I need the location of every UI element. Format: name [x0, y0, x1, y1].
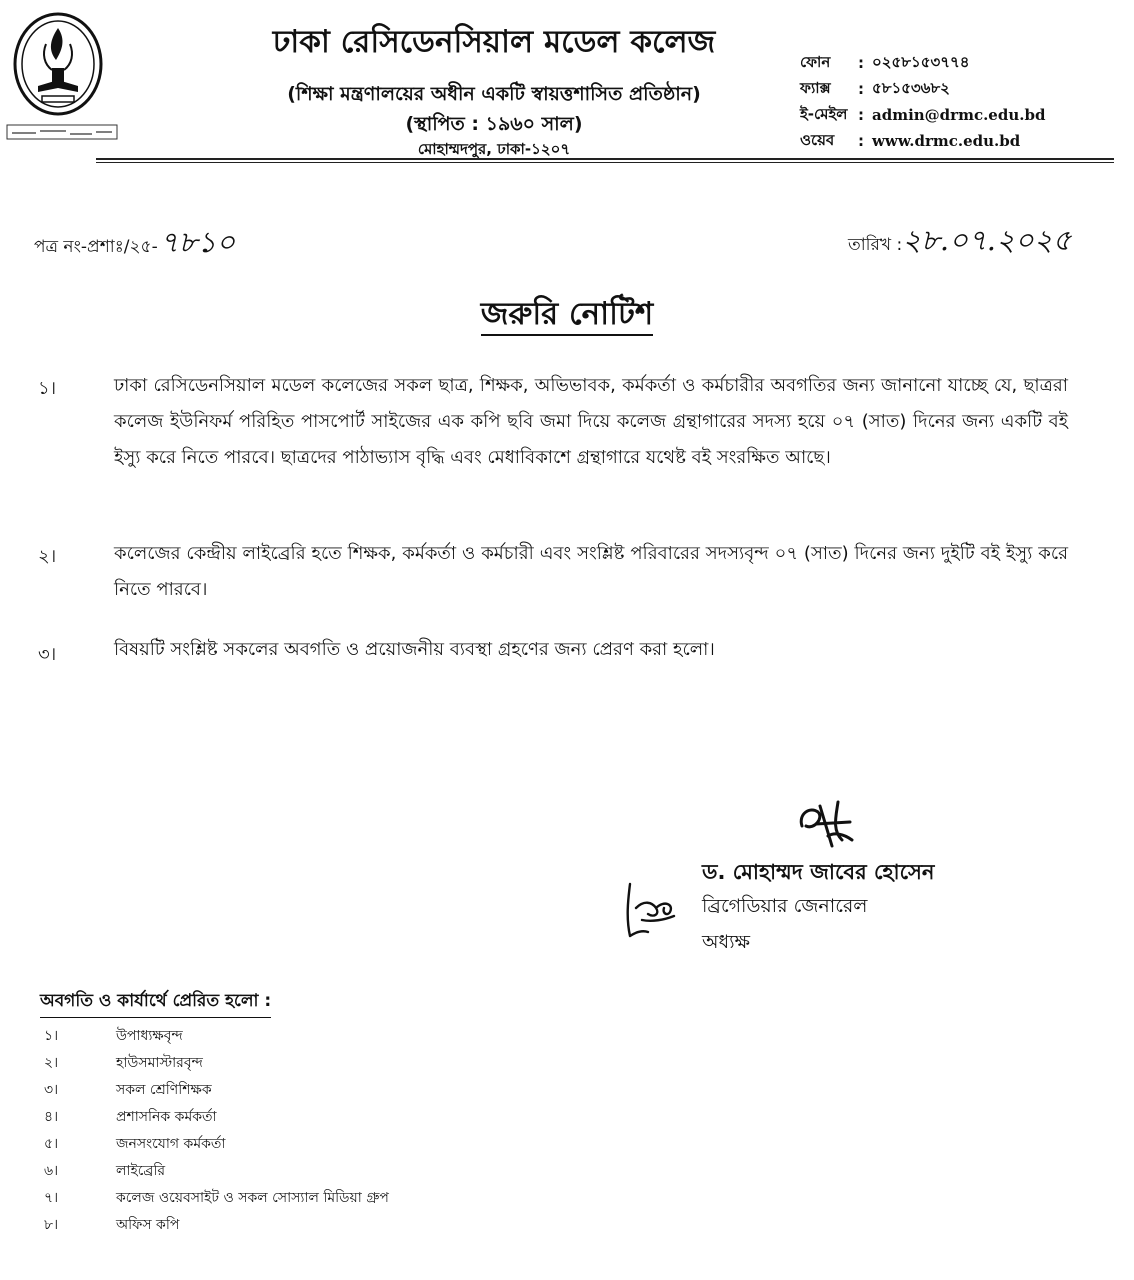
point-number: ৩।: [38, 644, 57, 665]
contact-label: ওয়েব: [800, 130, 835, 149]
contact-phone: ফোন : ০২৫৮১৫৩৭৭৪: [800, 50, 1130, 76]
list-item: [44, 1022, 644, 1049]
college-logo: [12, 10, 104, 122]
point-number: ২।: [38, 546, 57, 567]
initial-signature: [618, 878, 692, 942]
list-item: [44, 1130, 644, 1157]
contact-value: admin@drmc.edu.bd: [872, 106, 1046, 124]
item-number: ১।: [44, 1027, 59, 1044]
item-text: হাউসমাস্টারবৃন্দ: [116, 1054, 203, 1071]
item-number: ২।: [44, 1054, 59, 1071]
notice-heading: [0, 290, 1134, 342]
item-number: ৬।: [44, 1162, 59, 1179]
established-year: (স্থাপিত : ১৯৬০ সাল): [405, 113, 583, 135]
item-number: ৪।: [44, 1108, 59, 1125]
item-number: ৮।: [44, 1216, 59, 1233]
contact-value: ৫৮১৫৩৬৮২: [872, 78, 950, 97]
memo-prefix: পত্র নং-প্রশাঃ/২৫-: [34, 237, 158, 257]
signatory-designation: অধ্যক্ষ: [702, 931, 751, 953]
item-number: ৫।: [44, 1135, 59, 1152]
college-subtitle: (শিক্ষা মন্ত্রণালয়ের অধীন একটি স্বায়ত্তশাসিত প্রতিষ্ঠান): [287, 83, 701, 105]
list-item: [44, 1103, 644, 1130]
point-text: ঢাকা রেসিডেনসিয়াল মডেল কলেজের সকল ছাত্র, শিক্ষক, অভিভাবক, কর্মকর্তা ও কর্মচারীর অবগতির জন্য জানানো যাচ্ছে যে, ছাত্ররা কলেজ ইউনিফর্ম পরিহিত পাসপোর্ট সাইজের এক কপি ছবি জমা দিয়ে কলেজ গ্রন্থাগারের সদস্য হয়ে ০৭ (সাত) দিনের জন্য একটি বই ইস্যু করে নিতে পারবে। ছাত্রদের পাঠাভ্যাস বৃদ্ধি এবং মেধাবিকাশে গ্রন্থাগারে যথেষ্ট বই সংরক্ষিত আছে।: [114, 375, 1068, 468]
list-item: [44, 1184, 644, 1211]
point-text: বিষয়টি সংশ্লিষ্ট সকলের অবগতি ও প্রয়োজনীয় ব্যবস্থা গ্রহণের জন্য প্রেরণ করা হলো।: [114, 639, 715, 660]
memo-handwritten-number: ৭৮১০: [159, 225, 236, 259]
signatory-rank: ব্রিগেডিয়ার জেনারেল: [702, 895, 868, 917]
point-text: কলেজের কেন্দ্রীয় লাইব্রেরি হতে শিক্ষক, কর্মকর্তা ও কর্মচারী এবং সংশ্লিষ্ট পরিবারের সদস্যবৃন্দ ০৭ (সাত) দিনের জন্য দুইটি বই ইস্যু করে নিতে পারবে।: [114, 543, 1068, 600]
principal-signature: [792, 796, 858, 854]
list-item: [44, 1076, 644, 1103]
date-label: তারিখ :: [848, 235, 903, 255]
header-divider-thin: [96, 162, 1114, 163]
college-address: মোহাম্মদপুর, ঢাকা-১২০৭: [417, 140, 571, 158]
contact-label: ফ্যাক্স: [800, 78, 831, 97]
contact-email: ই-মেইল : admin@drmc.edu.bd: [800, 102, 1130, 128]
item-text: লাইব্রেরি: [116, 1162, 166, 1179]
item-number: ৩।: [44, 1081, 59, 1098]
list-item: [44, 1049, 644, 1076]
signatory-name: ড. মোহাম্মদ জাবের হোসেন: [702, 860, 935, 884]
item-text: অফিস কপি: [116, 1216, 180, 1233]
list-item: [44, 1157, 644, 1184]
contact-label: ফোন: [800, 52, 831, 71]
notice-heading-text: জরুরি নোটিশ: [481, 296, 653, 336]
item-text: সকল শ্রেণিশিক্ষক: [116, 1081, 212, 1098]
contact-value: www.drmc.edu.bd: [872, 132, 1021, 150]
date-handwritten-value: ২৮.০৭.২০২৫: [902, 223, 1072, 257]
item-text: উপাধ্যক্ষবৃন্দ: [116, 1027, 183, 1044]
contact-web: ওয়েব : www.drmc.edu.bd: [800, 128, 1130, 154]
memo-number: [34, 220, 235, 269]
item-text: প্রশাসনিক কর্মকর্তা: [116, 1108, 217, 1125]
contact-block: [800, 50, 1130, 154]
contact-fax: ফ্যাক্স : ৫৮১৫৩৬৮২: [800, 76, 1130, 102]
point-number: ১।: [38, 378, 57, 399]
item-text: জনসংযোগ কর্মকর্তা: [116, 1135, 226, 1152]
distribution-heading: অবগতি ও কার্যার্থে প্রেরিত হলো :: [40, 988, 271, 1018]
contact-label: ই-মেইল: [800, 104, 848, 123]
item-number: ৭।: [44, 1189, 59, 1206]
item-text: কলেজ ওয়েবসাইট ও সকল সোস্যাল মিডিয়া গ্রুপ: [116, 1189, 389, 1206]
header-divider: [96, 158, 1114, 160]
logo-caption-strip: [6, 124, 118, 140]
list-item: [44, 1211, 644, 1238]
memo-date: [848, 218, 1071, 267]
contact-value: ০২৫৮১৫৩৭৭৪: [872, 52, 970, 71]
distribution-list: [44, 1022, 644, 1238]
college-name: ঢাকা রেসিডেনসিয়াল মডেল কলেজ: [272, 24, 716, 60]
